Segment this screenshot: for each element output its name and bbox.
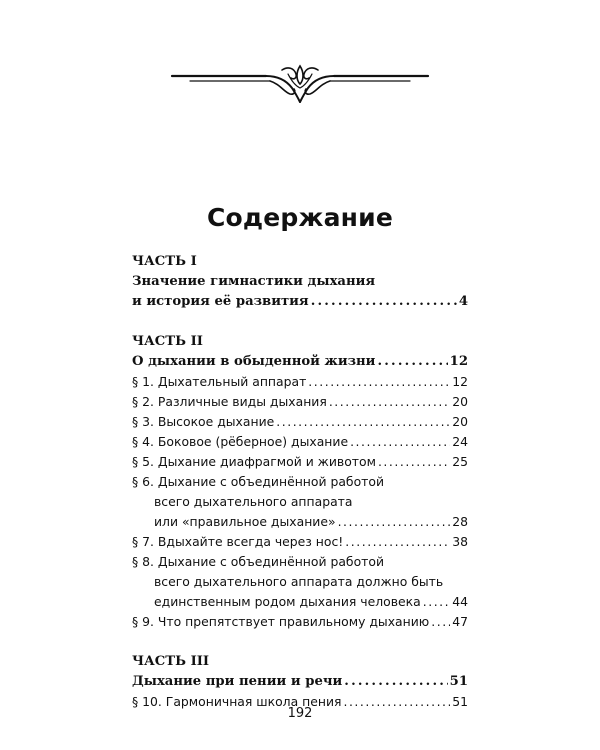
dot-leader [329,392,450,412]
toc-entry[interactable]: § 1. Дыхательный аппарат . . . 12 [132,372,468,392]
part-heading: ЧАСТЬ III [132,654,210,669]
dot-leader [276,412,450,432]
toc-entry[interactable]: § 7. Вдыхайте всегда через нос! . . . 38 [132,532,468,552]
toc-entry[interactable]: единственным родом дыхания человека . . . 44 [132,592,468,612]
dot-leader [345,532,450,552]
part-title-entry[interactable]: и история её развития . . . 4 [132,292,468,312]
page-ref: 20 [452,414,468,429]
page-ref: 12 [449,354,468,369]
toc-entry-line[interactable]: § 6. Дыхание с объединённой работой [132,474,384,489]
table-of-contents [132,252,468,712]
toc-entry-line: всего дыхательного аппарата [154,494,353,509]
page-title: Содержание [206,203,394,232]
page-ref: 12 [452,374,468,389]
toc-entry-line[interactable]: § 8. Дыхание с объединённой работой [132,554,384,569]
part-title-entry[interactable]: Дыхание при пении и речи . . . 51 [132,672,468,692]
dot-leader [423,592,450,612]
page-ref: 38 [452,534,468,549]
toc-entry[interactable]: § 4. Боковое (рёберное) дыхание . . . 24 [132,432,468,452]
page-number: 192 [287,706,313,721]
dot-leader [350,432,450,452]
dot-leader [308,372,450,392]
page-ref: 25 [452,454,468,469]
dot-leader [377,352,447,372]
toc-entry[interactable]: § 10. Гармоничная школа пения . . . 51 [132,692,468,712]
page-ref: 20 [452,394,468,409]
part-title-entry[interactable]: О дыхании в обыденной жизни . . . 12 [132,352,468,372]
page-ref: 24 [452,434,468,449]
toc-entry[interactable]: § 2. Различные виды дыхания . . . 20 [132,392,468,412]
toc-entry[interactable]: § 5. Дыхание диафрагмой и животом . . . 25 [132,452,468,472]
ornamental-divider-icon [170,62,430,106]
page-ref: 4 [458,294,468,309]
part-title: Значение гимнастики дыхания [132,274,376,289]
dot-leader [344,672,447,692]
dot-leader [311,292,457,312]
page-ref: 51 [452,694,468,709]
toc-entry[interactable]: § 9. Что препятствует правильному дыханию . . . 47 [132,612,468,632]
part-heading: ЧАСТЬ II [132,334,203,349]
page-ref: 28 [452,514,468,529]
dot-leader [338,512,451,532]
part-heading: ЧАСТЬ I [132,254,197,269]
toc-entry[interactable]: § 3. Высокое дыхание . . . 20 [132,412,468,432]
toc-entry-line: всего дыхательного аппарата должно быть [154,574,444,589]
dot-leader [431,612,450,632]
page-ref: 51 [449,674,468,689]
page-ref: 44 [452,594,468,609]
dot-leader [378,452,450,472]
toc-entry[interactable]: или «правильное дыхание» . . . 28 [132,512,468,532]
page-ref: 47 [452,614,468,629]
